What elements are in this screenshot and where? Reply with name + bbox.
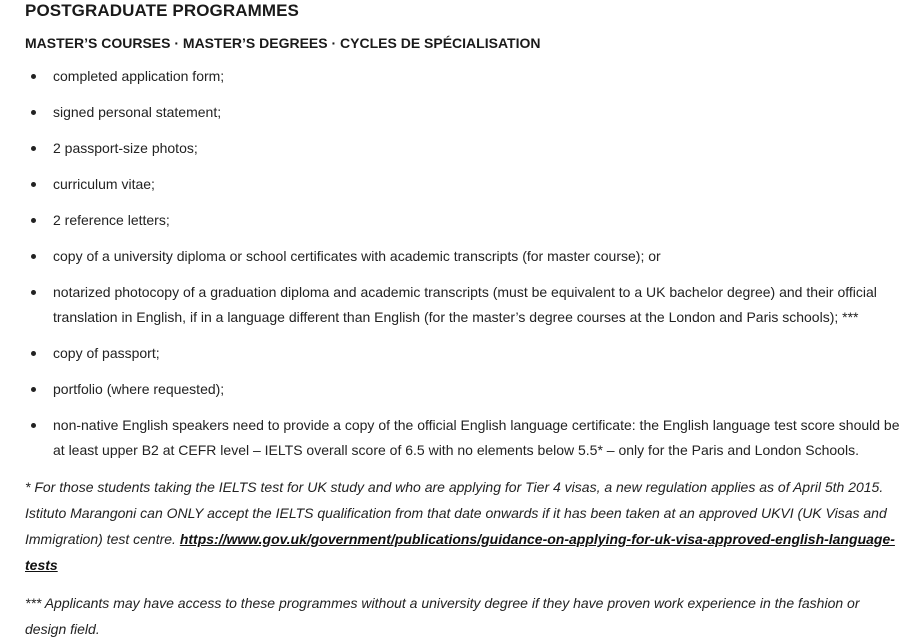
- list-item-text: non-native English speakers need to provide a copy of the official English language certificate: the English language test score should be at least upper B2 at CEFR level – IELTS overall score of 6.5 with no elements below 5.5* – only for the Paris and London Schools.: [53, 417, 900, 458]
- bullet-icon: [31, 290, 36, 295]
- bullet-icon: [31, 146, 36, 151]
- list-item-text: notarized photocopy of a graduation diploma and academic transcripts (must be equivalent to a UK bachelor degree) and their official translation in English, if in a language different than English (for the master’s degree courses at the London and Paris schools); ***: [53, 284, 877, 325]
- bullet-icon: [31, 110, 36, 115]
- list-item: [25, 280, 909, 330]
- list-item-text: copy of a university diploma or school certificates with academic transcripts (for master course); or: [53, 248, 661, 264]
- ielts-footnote: [25, 474, 909, 578]
- page-title: POSTGRADUATE PROGRAMMES: [25, 1, 299, 20]
- list-item-text: portfolio (where requested);: [53, 381, 225, 397]
- bullet-icon: [31, 218, 36, 223]
- list-item-text: 2 passport-size photos;: [53, 140, 198, 156]
- list-item: [25, 208, 909, 233]
- bullet-icon: [31, 182, 36, 187]
- list-item-text: curriculum vitae;: [53, 176, 155, 192]
- ielts-footnote-text: * For those students taking the IELTS test for UK study and who are applying for Tier 4 visas, a new regulation applies as of April 5th 2015. Istituto Marangoni can ONLY accept the IELTS qualification from that date onwards if it has been taken at an approved UKVI (UK Visas and Immigration) test centre.: [25, 479, 887, 547]
- list-item: [25, 413, 909, 463]
- section-subtitle: MASTER’S COURSES · MASTER’S DEGREES · CYCLES DE SPÉCIALISATION: [25, 35, 541, 51]
- list-item: [25, 100, 909, 125]
- list-item: [25, 136, 909, 161]
- list-item-text: copy of passport;: [53, 345, 160, 361]
- list-item: [25, 172, 909, 197]
- list-item-text: completed application form;: [53, 68, 225, 84]
- bullet-icon: [31, 254, 36, 259]
- bullet-icon: [31, 74, 36, 79]
- list-item: [25, 341, 909, 366]
- experience-footnote: *** Applicants may have access to these programmes without a university degree if they have proven work experience in the fashion or design field.: [25, 595, 860, 637]
- bullet-icon: [31, 351, 36, 356]
- list-item: [25, 377, 909, 402]
- list-item: [25, 64, 909, 89]
- bullet-icon: [31, 423, 36, 428]
- list-item-text: signed personal statement;: [53, 104, 222, 120]
- bullet-icon: [31, 387, 36, 392]
- ukvi-guidance-link[interactable]: https://www.gov.uk/government/publications/guidance-on-applying-for-uk-visa-approved-english-language-tests: [25, 531, 895, 573]
- list-item-text: 2 reference letters;: [53, 212, 170, 228]
- requirements-list: [25, 64, 909, 463]
- list-item: [25, 244, 909, 269]
